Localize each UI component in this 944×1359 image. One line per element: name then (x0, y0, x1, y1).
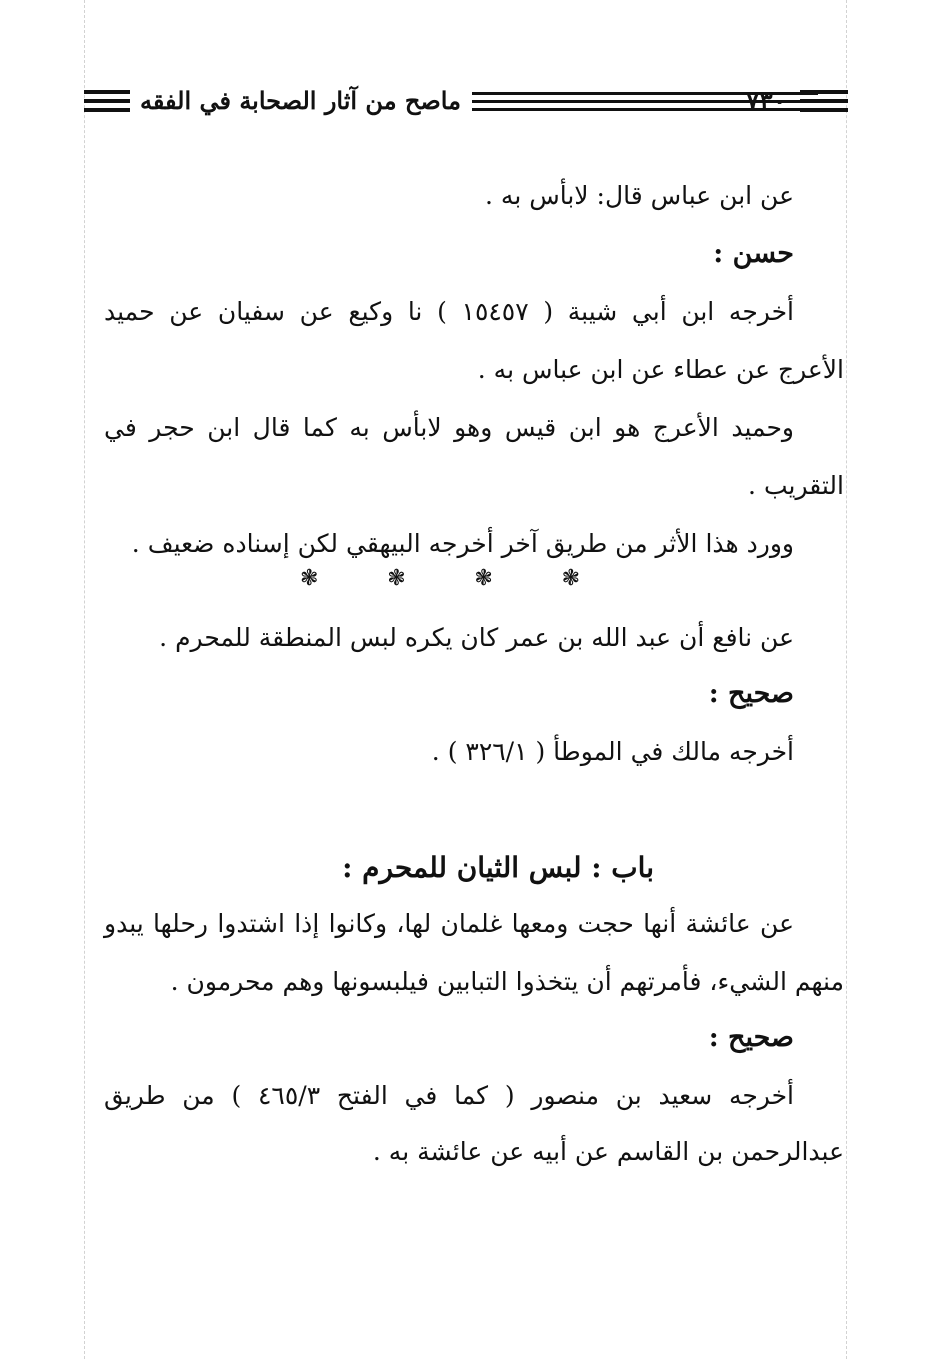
athar-text: عن نافع أن عبد الله بن عمر كان يكره لبس المنطقة للمحرم . (159, 623, 794, 652)
right-margin-guide (846, 0, 847, 1359)
section-separator (300, 566, 580, 591)
separator-star-icon: ❃ (300, 566, 319, 591)
athar-text: عن ابن عباس قال: لابأس به . (485, 181, 794, 210)
running-title: ماصح من آثار الصحابة في الفقه (140, 86, 461, 115)
separator-star-icon: ❃ (387, 566, 406, 591)
separator-star-icon: ❃ (561, 566, 580, 591)
narrator-note-cont: التقريب . (748, 471, 844, 500)
athar-text-cont: منهم الشيء، فأمرتهم أن يتخذوا التبابين فيلبسونها وهم محرمون . (170, 967, 844, 996)
header-rule-left (84, 90, 130, 112)
chapter-heading: باب : لبس الثيان للمحرم : (342, 851, 654, 884)
grading-label: صحيح : (708, 678, 794, 709)
header-rule-right (800, 90, 848, 112)
takhrij-line: أخرجه مالك في الموطأ ( ٣٢٦/١ ) . (431, 737, 794, 766)
separator-star-icon: ❃ (474, 566, 493, 591)
left-margin-guide (84, 0, 85, 1359)
takhrij-line-cont: عبدالرحمن بن القاسم عن أبيه عن عائشة به . (372, 1137, 844, 1166)
page-header (84, 82, 848, 122)
takhrij-line: أخرجه ابن أبي شيبة ( ١٥٤٥٧ ) نا وكيع عن سفيان عن حميد (104, 297, 794, 326)
takhrij-line: أخرجه سعيد بن منصور ( كما في الفتح ٤٦٥/٣ ) من طريق (104, 1081, 795, 1110)
grading-label: صحيح : (708, 1022, 794, 1053)
alt-chain-note: وورد هذا الأثر من طريق آخر أخرجه البيهقي لكن إسناده ضعيف . (131, 529, 794, 558)
athar-text: عن عائشة أنها حجت ومعها غلمان لها، وكانوا إذا اشتدوا رحلها يبدو (104, 909, 794, 938)
page-number: ٧٣٠ (746, 86, 787, 115)
grading-label: حسن : (713, 238, 794, 269)
takhrij-line-cont: الأعرج عن عطاء عن ابن عباس به . (477, 355, 844, 384)
narrator-note: وحميد الأعرج هو ابن قيس وهو لابأس به كما قال ابن حجر في (104, 413, 794, 442)
